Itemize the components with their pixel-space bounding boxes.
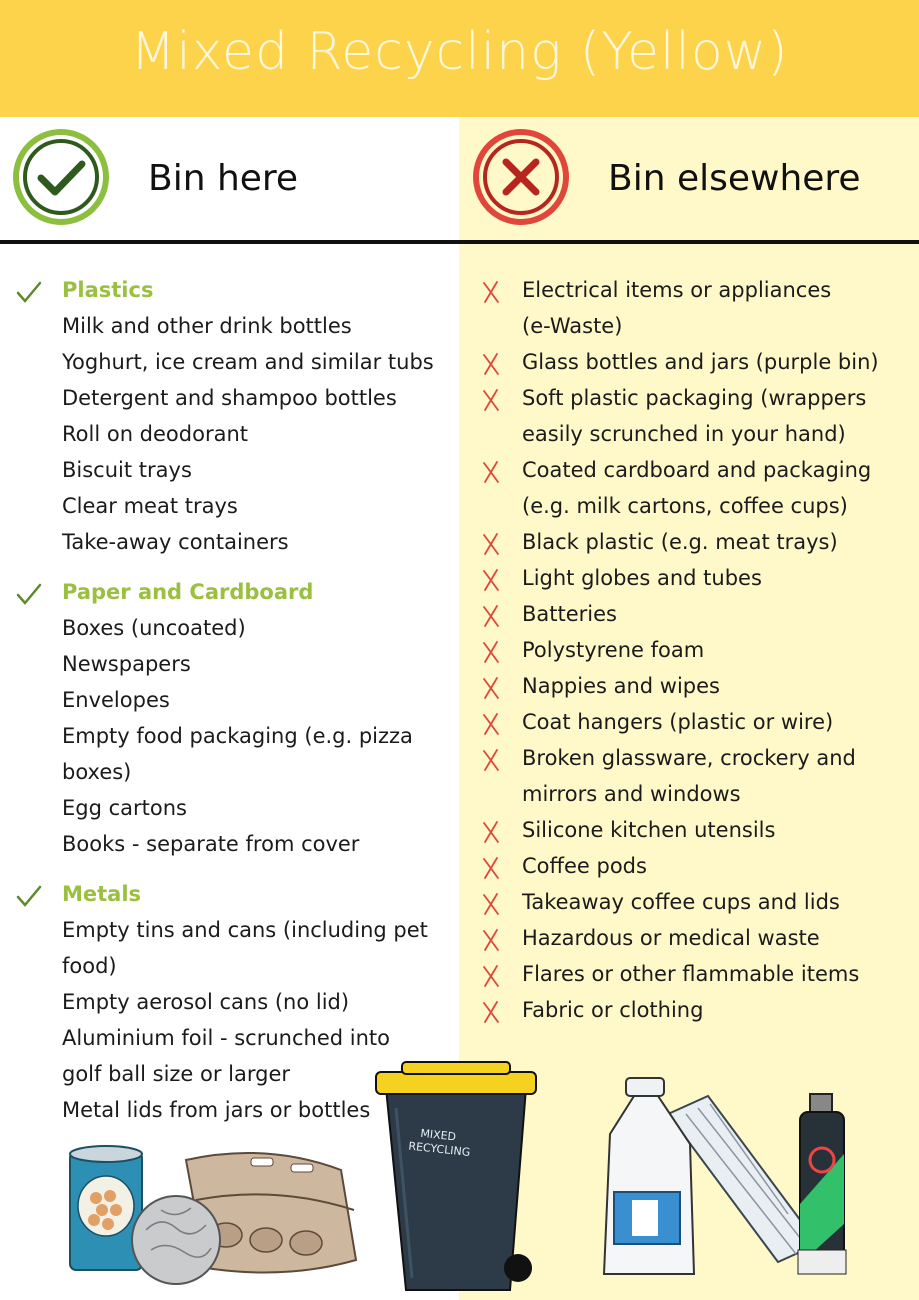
section-title-plastics: Plastics [62, 278, 154, 302]
list-item: Empty food packaging (e.g. pizza [62, 724, 413, 748]
list-item: Light globes and tubes [522, 566, 762, 590]
yellow-lid-wheelie-bin-illustration [372, 1058, 540, 1298]
cross-icon [481, 352, 501, 376]
list-item: Newspapers [62, 652, 191, 676]
list-item: Roll on deodorant [62, 422, 248, 446]
list-item: Empty aerosol cans (no lid) [62, 990, 350, 1014]
list-item: Silicone kitchen utensils [522, 818, 776, 842]
list-item: Take-away containers [62, 530, 289, 554]
cross-icon [481, 964, 501, 988]
cross-icon [481, 604, 501, 628]
list-item: Electrical items or appliances [522, 278, 832, 302]
list-item: Biscuit trays [62, 458, 192, 482]
cross-icon [481, 388, 501, 412]
page-title: Mixed Recycling (Yellow) [130, 22, 789, 82]
cross-icon [481, 640, 501, 664]
cross-icon [481, 928, 501, 952]
milk-bottle-newspaper-aerosol-illustration [598, 1074, 860, 1284]
list-item: Coated cardboard and packaging [522, 458, 872, 482]
list-item: Envelopes [62, 688, 170, 712]
list-item: Boxes (uncoated) [62, 616, 246, 640]
list-item: Coat hangers (plastic or wire) [522, 710, 834, 734]
list-item: food) [62, 954, 117, 978]
foil-ball-icon [132, 1196, 220, 1284]
cross-icon [481, 460, 501, 484]
list-item: Books - separate from cover [62, 832, 360, 856]
list-item: golf ball size or larger [62, 1062, 291, 1086]
list-item: mirrors and windows [522, 782, 741, 806]
bin-elsewhere-header: Bin elsewhere [608, 158, 861, 199]
section-title-metals: Metals [62, 882, 142, 906]
aerosol-can-icon [798, 1094, 846, 1274]
list-item: Empty tins and cans (including pet [62, 918, 428, 942]
list-item: Coffee pods [522, 854, 647, 878]
cross-circle-icon [472, 128, 570, 226]
tin-can-icon [70, 1146, 142, 1270]
list-item: Black plastic (e.g. meat trays) [522, 530, 838, 554]
list-item: Hazardous or medical waste [522, 926, 820, 950]
list-item: (e.g. milk cartons, coffee cups) [522, 494, 848, 518]
cross-icon [481, 748, 501, 772]
cross-icon [481, 532, 501, 556]
list-item: Egg cartons [62, 796, 187, 820]
list-item: Broken glassware, crockery and [522, 746, 856, 770]
check-icon [16, 280, 42, 306]
list-item: Batteries [522, 602, 617, 626]
list-item: Clear meat trays [62, 494, 238, 518]
cross-icon [481, 568, 501, 592]
list-item: Takeaway coffee cups and lids [522, 890, 840, 914]
cross-icon [481, 892, 501, 916]
list-item: Polystyrene foam [522, 638, 705, 662]
list-item: Nappies and wipes [522, 674, 720, 698]
list-item: Soft plastic packaging (wrappers [522, 386, 867, 410]
title-banner [0, 0, 919, 117]
list-item: Milk and other drink bottles [62, 314, 352, 338]
header-divider [0, 240, 919, 244]
tin-foil-egg-carton-illustration [66, 1140, 366, 1290]
cross-icon [481, 1000, 501, 1024]
list-item: boxes) [62, 760, 132, 784]
list-item: easily scrunched in your hand) [522, 422, 846, 446]
section-title-paper: Paper and Cardboard [62, 580, 314, 604]
list-item: (e-Waste) [522, 314, 623, 338]
list-item: Glass bottles and jars (purple bin) [522, 350, 879, 374]
list-item: Fabric or clothing [522, 998, 704, 1022]
list-item: Aluminium foil - scrunched into [62, 1026, 390, 1050]
bin-label-line1: MIXED [419, 1126, 457, 1144]
list-item: Detergent and shampoo bottles [62, 386, 397, 410]
cross-icon [481, 712, 501, 736]
bin-label-line2: RECYCLING [407, 1139, 471, 1159]
list-item: Flares or other flammable items [522, 962, 860, 986]
cross-icon [481, 280, 501, 304]
bin-here-header: Bin here [148, 158, 299, 199]
cross-icon [481, 676, 501, 700]
check-icon [16, 884, 42, 910]
check-icon [16, 582, 42, 608]
cross-icon [481, 856, 501, 880]
list-item: Yoghurt, ice cream and similar tubs [62, 350, 434, 374]
check-circle-icon [12, 128, 110, 226]
list-item: Metal lids from jars or bottles [62, 1098, 371, 1122]
cross-icon [481, 820, 501, 844]
